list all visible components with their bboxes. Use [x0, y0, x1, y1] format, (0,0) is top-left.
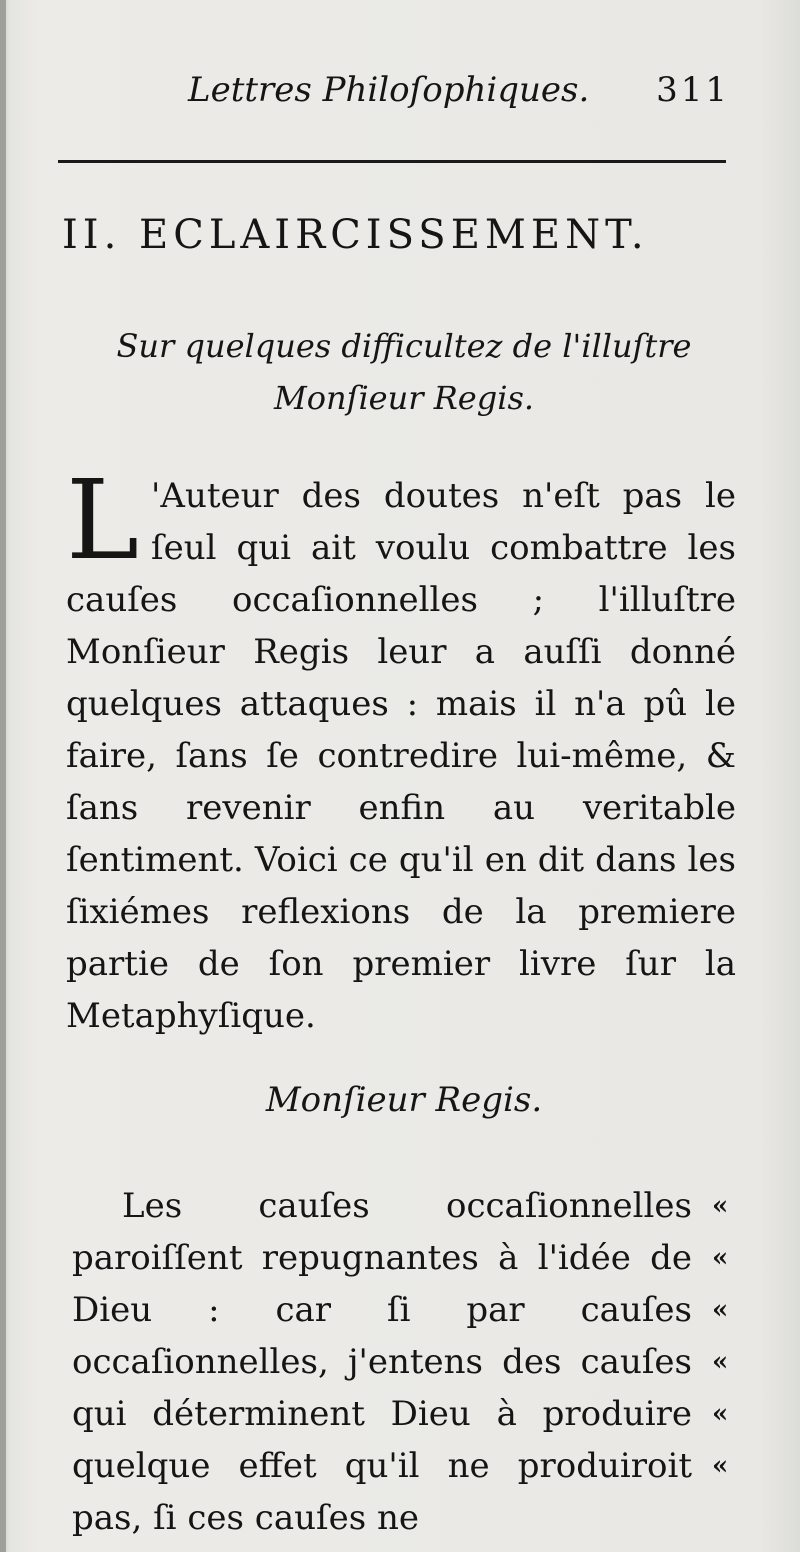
quote-mark: «	[712, 1243, 729, 1273]
quote-attribution: Monſieur Regis.	[265, 1080, 543, 1120]
body-paragraph-text: 'Auteur des doutes n'eſt pas le ſeul qui ait voulu combattre les cauſes occaſionnelles ; l'illuſtre Monſieur Regis leur a auſſi donné quelques attaques : mais il n'a pû le faire, ſans ſe contredire lui-même, & ſans revenir enfin au veritable ſentiment. Voici ce qu'il en dit dans les ſixiémes reflexions de la premiere partie de ſon premier livre ſur la Metaphyſique.	[66, 476, 736, 1036]
subtitle-line-2: Monſieur Regis.	[273, 379, 535, 417]
quote-mark: «	[712, 1347, 729, 1377]
quote-mark: «	[712, 1191, 729, 1221]
quote-text: Les cauſes occaſionnelles paroiſſent repugnantes à l'idée de Dieu : car ſi par cauſes occaſionnelles, j'entens des cauſes qui déterminent Dieu à produire quelque effet qu'il ne produiroit pas, ſi ces cauſes ne	[72, 1186, 692, 1538]
body-paragraph	[66, 456, 736, 1042]
page-edge-shadow	[0, 0, 6, 1552]
page-number: 311	[656, 70, 730, 110]
running-title: Lettres Philoſophiques.	[188, 70, 590, 110]
header-rule	[58, 160, 726, 163]
page-header	[60, 62, 730, 122]
quote-mark: «	[712, 1399, 729, 1429]
section-subtitle	[64, 320, 744, 424]
quote-marks-column	[712, 1180, 752, 1492]
subtitle-line-1: Sur quelques difficultez de l'illuſtre	[116, 327, 692, 365]
drop-cap: L	[66, 456, 140, 584]
quote-mark: «	[712, 1451, 729, 1481]
quote-mark: «	[712, 1295, 729, 1325]
section-heading: II. ECLAIRCISSEMENT.	[62, 212, 649, 258]
